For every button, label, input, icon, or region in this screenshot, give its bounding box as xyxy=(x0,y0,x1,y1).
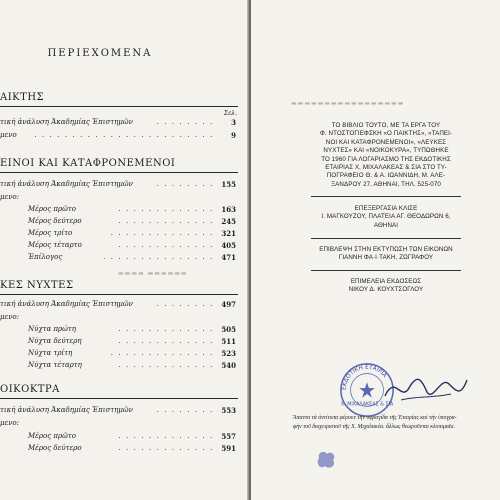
colophon-line: ΕΤΑΙΡΙΑΣ Χ. ΜΙΧΑΛΑΚΕΑΣ & ΣΙΑ ΣΤΟ ΤΥ- xyxy=(325,164,447,172)
leader-dots: . . . . . . . . xyxy=(156,118,214,126)
printing-note xyxy=(285,122,487,189)
colophon-line: Ι. ΜΑΓΚΟΥΖΟΥ, ΠΛΑΤΕΙΑ ΑΓ. ΘΕΟΔΩΡΩΝ 6, xyxy=(321,213,451,221)
colophon-line: ΞΑΝΔΡΟΥ 27, ΑΘΗΝΑΙ, ΤΗΛ. 525-070 xyxy=(331,180,441,188)
toc-row-label: τική ἀνάλυση Ἀκαδημίας Ἐπιστημῶν xyxy=(0,406,133,414)
toc-row-label: Ἐπίλογος xyxy=(28,253,63,261)
show-through-text: ▬▬▬▬ ▬▬▬▬▬▬ xyxy=(118,270,188,277)
leader-dots: . . . . . . . . . . . . . xyxy=(118,205,214,213)
toc-row xyxy=(0,241,236,252)
leader-dots: . . . . . . . . . . . . . . xyxy=(110,229,214,237)
colophon-line: ΠΟΓΡΑΦΕΙΟ Θ. & Α. ΙΩΑΝΝΙΔΗ, Μ. ΑΛΕ- xyxy=(326,172,446,180)
leader-dots: . . . . . . . . . . . . . . . . . . . . . . . . xyxy=(34,131,214,139)
section-heading-2: ΕΙΝΟΙ ΚΑΙ ΚΑΤΑΦΡΟΝΕΜΕΝΟΙ xyxy=(0,158,176,169)
toc-row-page: 540 xyxy=(221,361,236,370)
section-heading-4: ΟΙΚΟΚΤΡΑ xyxy=(0,384,60,395)
toc-row-page: 553 xyxy=(221,406,236,415)
toc-row-page: 471 xyxy=(221,253,236,262)
colophon-line: ΕΠΙΜΕΛΕΙΑ ΕΚΔΟΣΕΩΣ xyxy=(350,278,422,285)
toc-row-page: 9 xyxy=(231,131,236,140)
toc-row-page: 245 xyxy=(221,217,236,226)
toc-row xyxy=(0,406,236,417)
toc-row-page: 505 xyxy=(221,325,236,334)
stamp-name-text: Χ. ΜΙΧΑΛΑΚΕΑΣ & ΣΙΑ xyxy=(340,402,394,408)
toc-row-label: τική ἀνάλυση Ἀκαδημίας Ἐπιστημῶν xyxy=(0,180,133,188)
toc-row xyxy=(0,349,236,360)
leader-dots: . . . . . . . . . . . . . xyxy=(118,444,214,452)
leader-dots: . . . . . . . . . . . . . xyxy=(118,241,214,249)
toc-row xyxy=(0,325,236,336)
toc-row xyxy=(0,180,236,191)
toc-row-label: Νύχτα πρώτη xyxy=(28,325,76,333)
leader-dots: . . . . . . . . . . . . . xyxy=(118,217,214,225)
toc-row xyxy=(0,229,236,240)
leader-dots: . . . . . . . . xyxy=(156,406,214,414)
section-heading-3: ΚΕΣ ΝΥΧΤΕΣ xyxy=(0,280,74,291)
leader-dots: . . . . . . . . . . . . . . xyxy=(110,349,214,357)
separator-rule xyxy=(311,270,461,271)
colophon-line: ΕΠΕΞΕΡΓΑΣΙΑ ΚΛΙΣΕ xyxy=(354,205,418,212)
section-rule-2 xyxy=(0,172,238,173)
separator-rule xyxy=(311,238,461,239)
toc-row-label: τική ἀνάλυση Ἀκαδημίας Ἐπιστημῶν xyxy=(0,118,133,126)
toc-row-label: Μέρος πρῶτο xyxy=(28,432,76,440)
footnote-line: φὴν τοῦ διαχειριστοῦ τῆς Χ. Μιχαλακέα. ἄλλως θεωροῦνται κλοπιμαῖα. xyxy=(293,424,456,430)
colophon-line: ΓΙΑΝΝΗ ΦΑ·Ι·ΤΑΚΗ, ΖΩΓΡΑΦΟΥ xyxy=(338,254,434,262)
toc-row-page: 405 xyxy=(221,241,236,250)
toc-row xyxy=(0,313,236,324)
section-rule-1 xyxy=(0,106,238,107)
toc-row-label: Μέρος τρίτο xyxy=(28,229,73,237)
toc-row-label: Νύχτα τρίτη xyxy=(28,349,73,357)
toc-row-page: 523 xyxy=(221,349,236,358)
stamp-arc-text: ΕΚΔΟΤΙΚΗ ΕΤΑΙΡΙΑ xyxy=(341,364,388,391)
toc-row-page: 3 xyxy=(231,118,236,127)
toc-row-label: μενο: xyxy=(0,419,20,427)
toc-row-page: 321 xyxy=(221,229,236,238)
toc-row xyxy=(0,253,236,264)
toc-row-label: μενο xyxy=(0,131,17,139)
toc-row-label: Μέρος δεύτερο xyxy=(28,217,82,225)
colophon-line: ΕΠΙΒΛΕΨΗ ΣΤΗΝ ΕΚΤΥΠΩΣΗ ΤΩΝ ΕΙΚΟΝΩΝ xyxy=(319,246,453,253)
toc-row xyxy=(0,432,236,443)
leader-dots: . . . . . . . . . . . . . . . xyxy=(103,253,214,261)
toc-row-label: μενο: xyxy=(0,313,20,321)
star-icon xyxy=(359,382,374,397)
toc-row xyxy=(0,193,236,204)
toc-row-label: Μέρος πρῶτο xyxy=(28,205,76,213)
toc-row-page: 163 xyxy=(221,205,236,214)
leader-dots: . . . . . . . . . . . . . xyxy=(118,432,214,440)
leader-dots: . . . . . . . . xyxy=(156,300,214,308)
toc-row xyxy=(0,205,236,216)
toc-row xyxy=(0,118,236,129)
toc-row xyxy=(0,337,236,348)
colophon-line: ΑΘΗΝΑΙ xyxy=(373,221,399,229)
binding-note xyxy=(285,205,487,230)
toc-row xyxy=(0,217,236,228)
page-column-label: Σελ. xyxy=(223,110,237,117)
separator-rule xyxy=(311,196,461,197)
leader-dots: . . . . . . . . . . . . . xyxy=(118,361,214,369)
leader-dots: . . . . . . . . . . . . . xyxy=(118,337,214,345)
colophon-line: Φ. ΝΤΟΣΤΟΓΙΕΦΣΚΗ «Ο ΠΑΙΚΤΗΣ», «ΤΑΠΕΙ- xyxy=(319,130,453,138)
authenticity-footnote xyxy=(293,414,500,432)
leader-dots: . . . . . . . . xyxy=(156,180,214,188)
toc-row-label: τική ἀνάλυση Ἀκαδημίας Ἐπιστημῶν xyxy=(0,300,133,308)
toc-row xyxy=(0,131,236,142)
toc-row xyxy=(0,300,236,311)
ink-blot xyxy=(313,448,339,472)
toc-row-page: 557 xyxy=(221,432,236,441)
toc-row-page: 591 xyxy=(221,444,236,453)
toc-row-label: Νύχτα δεύτερη xyxy=(28,337,82,345)
footnote-line: Ἅπαντα τὰ ἀντίτυπα φέρουν τὴν σφραγίδα τῆς Ἑταιρίας καὶ τὴν ὑπογρα- xyxy=(293,415,457,421)
toc-row xyxy=(0,361,236,372)
colophon-line: ΤΟ 1960 ΓΙΑ ΛΟΓΑΡΙΑΣΜΟ ΤΗΣ ΕΚΔΟΤΙΚΗΣ xyxy=(321,155,451,163)
leader-dots: . . . . . . . . . . . . . xyxy=(118,325,214,333)
handwritten-signature xyxy=(381,366,471,408)
toc-row xyxy=(0,419,236,430)
editing-note xyxy=(285,278,487,295)
section-heading-1: ΑΙΚΤΗΣ xyxy=(0,92,45,103)
images-note xyxy=(285,246,487,263)
colophon-line: ΝΥΧΤΕΣ» ΚΑΙ «ΝΟΙΚΟΚΥΡΑ», ΤΥΠΩΘΗΚΕ xyxy=(323,147,449,155)
toc-row-page: 155 xyxy=(221,180,236,189)
colophon-line: ΝΙΚΟΥ Δ. ΚΟΥΧΤΣΟΓΛΟΥ xyxy=(348,286,424,294)
toc-row-label: Νύχτα τέταρτη xyxy=(28,361,82,369)
toc-row-label: μενο: xyxy=(0,193,20,201)
toc-row-page: 497 xyxy=(221,300,236,309)
left-page-contents xyxy=(0,0,249,500)
section-rule-4 xyxy=(0,398,238,399)
show-through-text: ▬▬▬▬▬▬▬▬▬▬▬▬▬▬▬▬▬ xyxy=(291,100,405,107)
right-page-colophon xyxy=(251,0,500,500)
section-rule-3 xyxy=(0,294,238,295)
toc-row xyxy=(0,444,236,455)
colophon-line: ΝΟΙ ΚΑΙ ΚΑΤΑΦΡΟΝΕΜΕΝΟΙ», «ΛΕΥΚΕΣ xyxy=(325,138,447,146)
toc-row-label: Μέρος τέταρτο xyxy=(28,241,82,249)
colophon-line: ΤΟ ΒΙΒΛΙΟ ΤΟΥΤΟ, ΜΕ ΤΑ ΕΡΓΑ ΤΟΥ xyxy=(331,122,441,129)
toc-row-label: Μέρος δεύτερο xyxy=(28,444,82,452)
toc-row-page: 511 xyxy=(221,337,236,346)
toc-title: ΠΕΡΙΕΧΟΜΕΝΑ xyxy=(47,48,153,59)
